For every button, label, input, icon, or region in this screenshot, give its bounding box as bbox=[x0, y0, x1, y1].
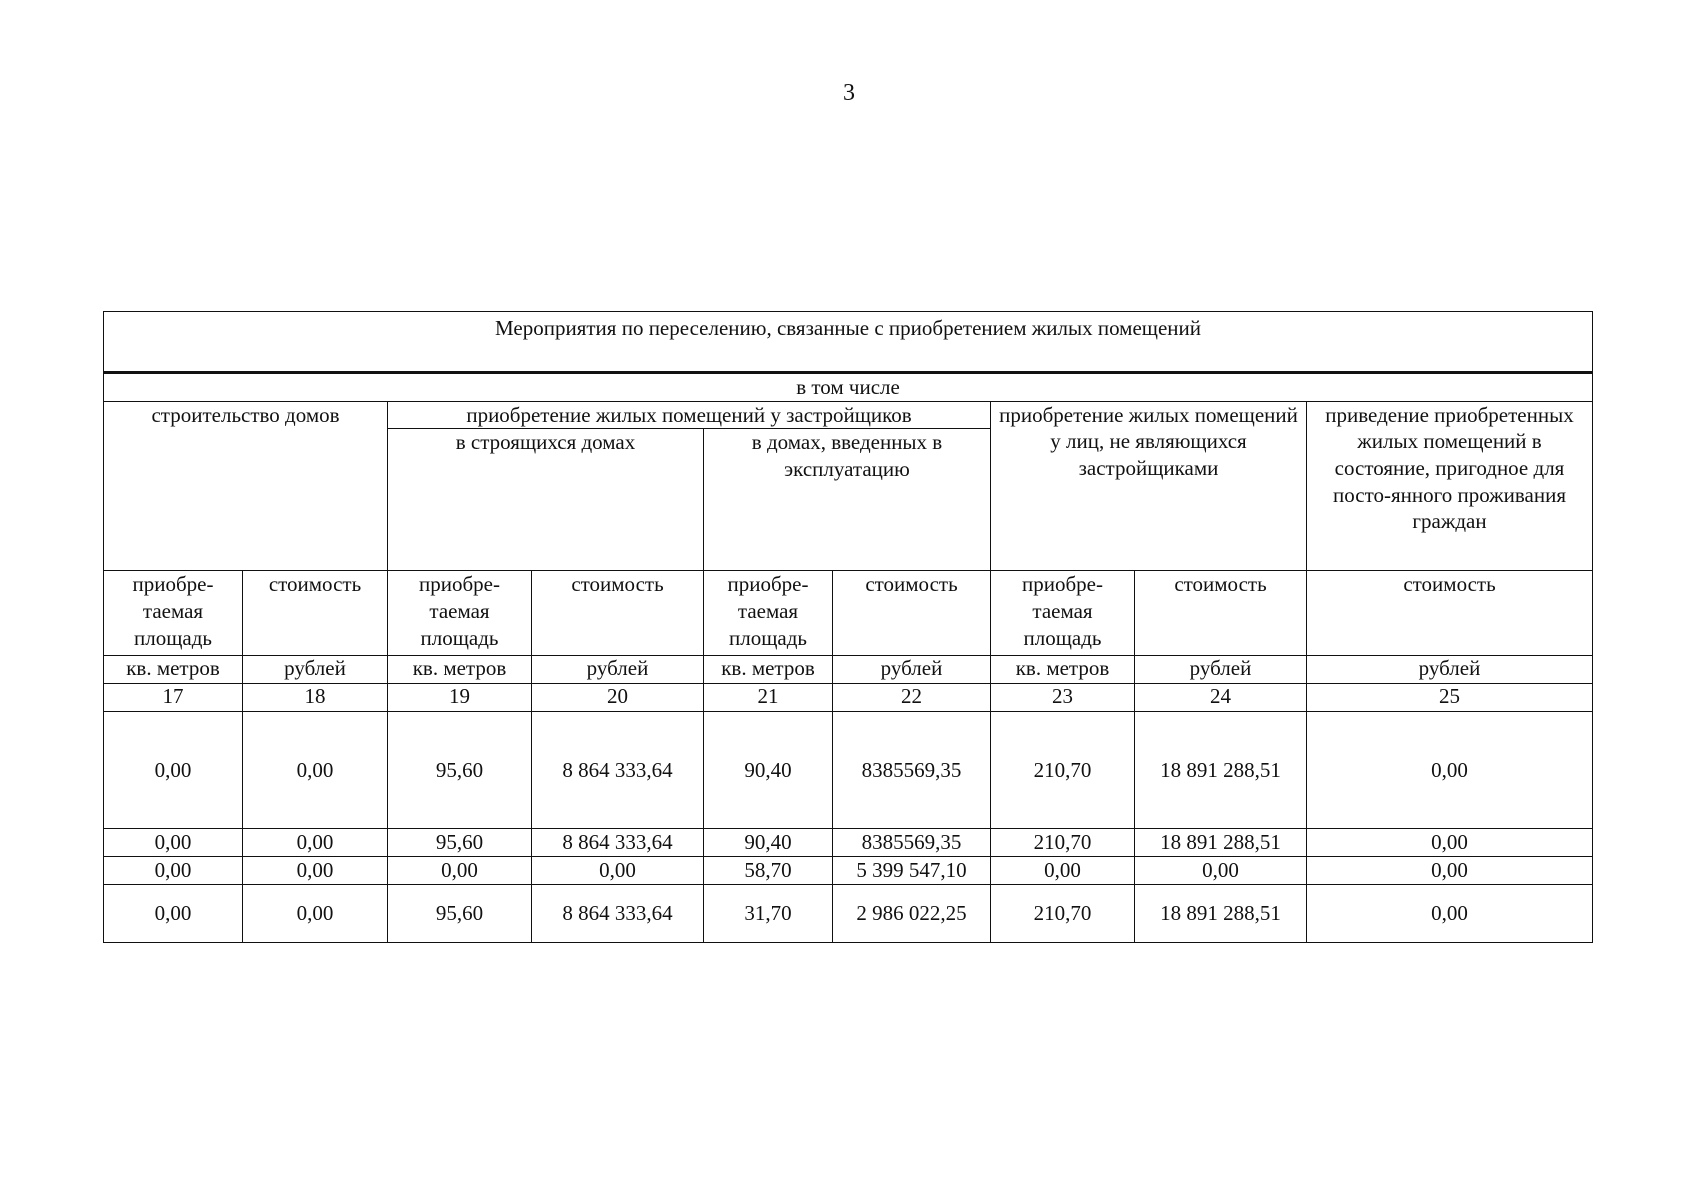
col-label-cost: стоимость bbox=[1307, 571, 1593, 656]
unit-sqm: кв. метров bbox=[388, 656, 532, 684]
unit-rub: рублей bbox=[243, 656, 388, 684]
table-cell: 31,70 bbox=[704, 885, 833, 943]
table-cell: 8385569,35 bbox=[833, 829, 991, 857]
unit-rub: рублей bbox=[532, 656, 704, 684]
table-cell: 0,00 bbox=[1307, 712, 1593, 829]
table-cell: 2 986 022,25 bbox=[833, 885, 991, 943]
col-number: 21 bbox=[704, 684, 833, 712]
table-cell: 210,70 bbox=[991, 829, 1135, 857]
col-number: 19 bbox=[388, 684, 532, 712]
col-number: 20 bbox=[532, 684, 704, 712]
table-cell: 0,00 bbox=[104, 857, 243, 885]
unit-rub: рублей bbox=[1307, 656, 1593, 684]
table-row bbox=[104, 885, 1593, 943]
table-cell: 0,00 bbox=[243, 829, 388, 857]
table-cell: 0,00 bbox=[104, 829, 243, 857]
col-label-cost: стоимость bbox=[243, 571, 388, 656]
col-label-area: приобре-таемая площадь bbox=[991, 571, 1135, 656]
table-cell: 0,00 bbox=[991, 857, 1135, 885]
table-row bbox=[104, 712, 1593, 829]
table-title: Мероприятия по переселению, связанные с приобретением жилых помещений bbox=[104, 312, 1593, 373]
col-label-area: приобре-таемая площадь bbox=[388, 571, 532, 656]
table-row bbox=[104, 829, 1593, 857]
table-cell: 0,00 bbox=[104, 712, 243, 829]
col-label-area: приобре-таемая площадь bbox=[104, 571, 243, 656]
col-number: 24 bbox=[1135, 684, 1307, 712]
table-cell: 95,60 bbox=[388, 712, 532, 829]
resettlement-table bbox=[103, 311, 1593, 943]
table-cell: 95,60 bbox=[388, 885, 532, 943]
group-non-developers: приобретение жилых помещений у лиц, не являющихся застройщиками bbox=[991, 401, 1307, 571]
table-cell: 18 891 288,51 bbox=[1135, 885, 1307, 943]
table-cell: 0,00 bbox=[1307, 829, 1593, 857]
col-number: 17 bbox=[104, 684, 243, 712]
table-subtitle: в том числе bbox=[104, 373, 1593, 402]
table-cell: 8385569,35 bbox=[833, 712, 991, 829]
col-number: 22 bbox=[833, 684, 991, 712]
col-label-area: приобре-таемая площадь bbox=[704, 571, 833, 656]
table-cell: 0,00 bbox=[532, 857, 704, 885]
table-cell: 8 864 333,64 bbox=[532, 712, 704, 829]
table-cell: 0,00 bbox=[388, 857, 532, 885]
unit-sqm: кв. метров bbox=[104, 656, 243, 684]
group-construction: строительство домов bbox=[104, 401, 388, 571]
col-label-cost: стоимость bbox=[532, 571, 704, 656]
table-cell: 0,00 bbox=[1307, 857, 1593, 885]
table-cell: 58,70 bbox=[704, 857, 833, 885]
table-cell: 210,70 bbox=[991, 712, 1135, 829]
unit-rub: рублей bbox=[833, 656, 991, 684]
table-cell: 90,40 bbox=[704, 829, 833, 857]
group-repair: приведение приобретенных жилых помещений в состояние, пригодное для посто-янного проживания граждан bbox=[1307, 401, 1593, 571]
group-developers: приобретение жилых помещений у застройщиков bbox=[388, 401, 991, 429]
table-cell: 0,00 bbox=[243, 885, 388, 943]
col-label-cost: стоимость bbox=[1135, 571, 1307, 656]
table-cell: 0,00 bbox=[104, 885, 243, 943]
unit-rub: рублей bbox=[1135, 656, 1307, 684]
table-row bbox=[104, 857, 1593, 885]
group-developers-building: в строящихся домах bbox=[388, 429, 704, 571]
unit-sqm: кв. метров bbox=[704, 656, 833, 684]
table-cell: 0,00 bbox=[243, 857, 388, 885]
unit-sqm: кв. метров bbox=[991, 656, 1135, 684]
group-developers-commissioned: в домах, введенных в эксплуатацию bbox=[704, 429, 991, 571]
table-cell: 0,00 bbox=[1307, 885, 1593, 943]
table-cell: 95,60 bbox=[388, 829, 532, 857]
col-number: 18 bbox=[243, 684, 388, 712]
table-cell: 5 399 547,10 bbox=[833, 857, 991, 885]
table-cell: 90,40 bbox=[704, 712, 833, 829]
table-cell: 18 891 288,51 bbox=[1135, 712, 1307, 829]
page-number: 3 bbox=[843, 80, 855, 106]
table-cell: 18 891 288,51 bbox=[1135, 829, 1307, 857]
col-number: 25 bbox=[1307, 684, 1593, 712]
table-cell: 0,00 bbox=[243, 712, 388, 829]
table-cell: 8 864 333,64 bbox=[532, 829, 704, 857]
col-number: 23 bbox=[991, 684, 1135, 712]
table-cell: 210,70 bbox=[991, 885, 1135, 943]
table-cell: 8 864 333,64 bbox=[532, 885, 704, 943]
col-label-cost: стоимость bbox=[833, 571, 991, 656]
table-cell: 0,00 bbox=[1135, 857, 1307, 885]
